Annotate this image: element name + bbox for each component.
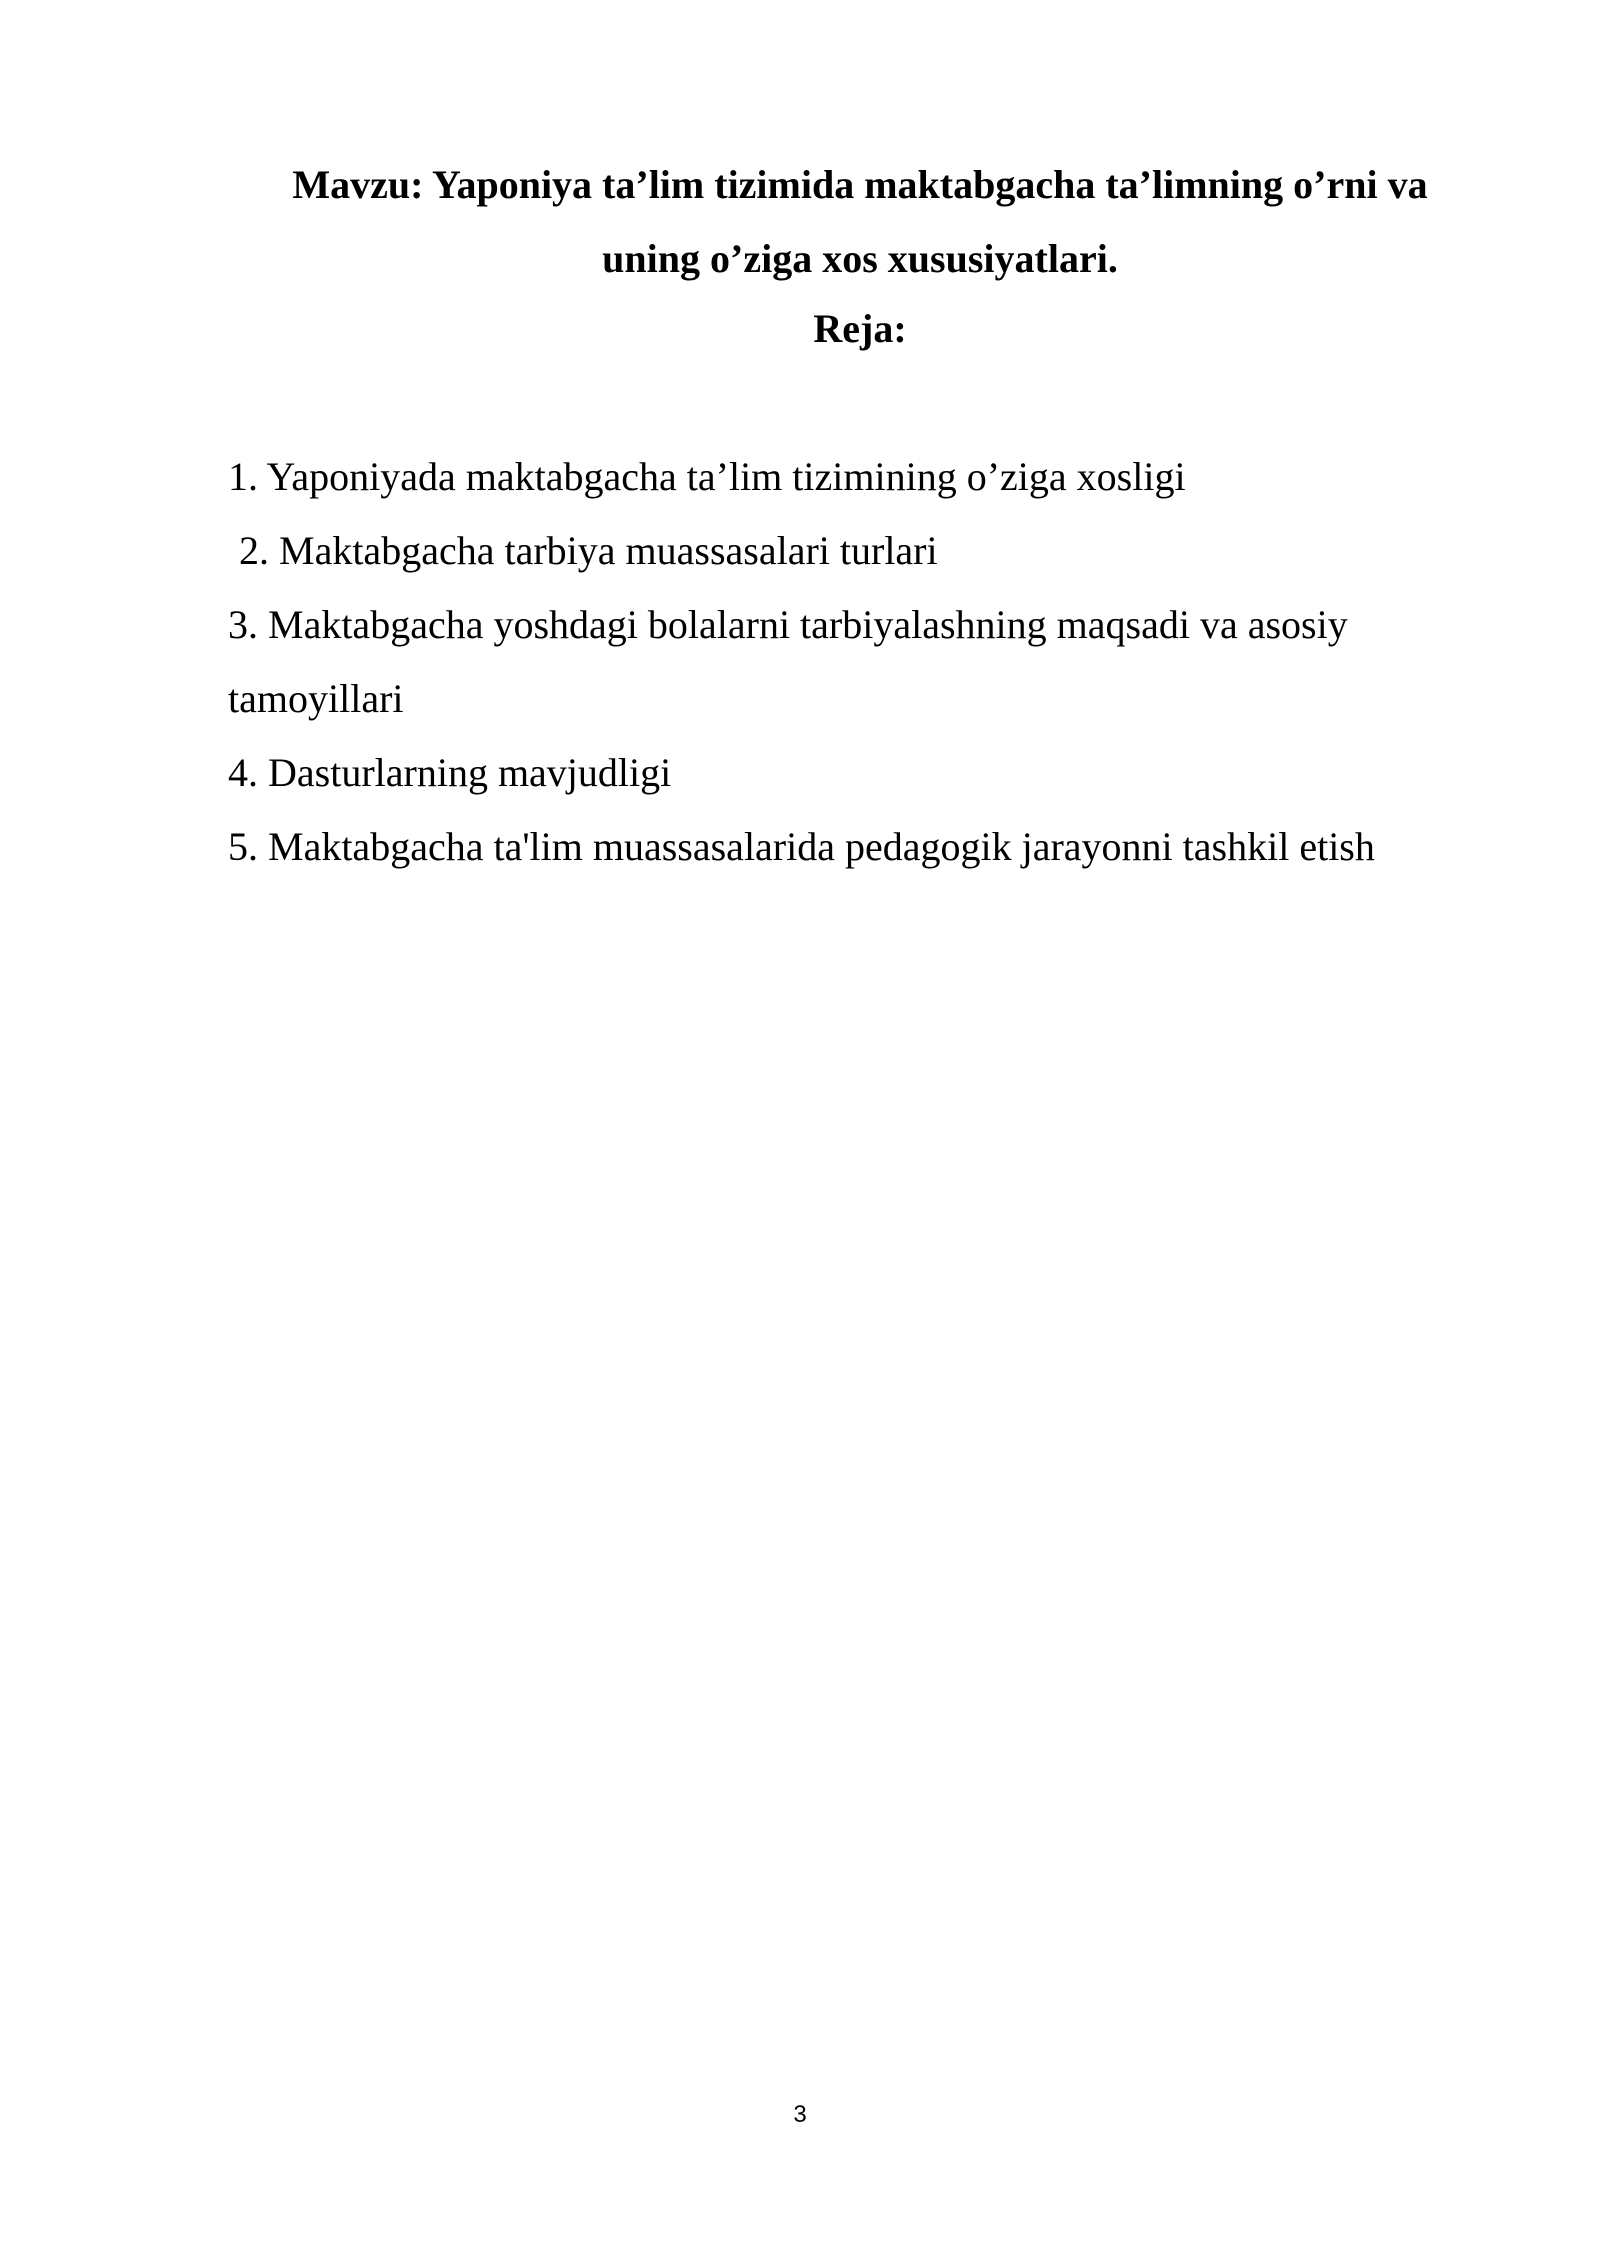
plan-item-2: 2. Maktabgacha tarbiya muassasalari turlari bbox=[239, 528, 938, 573]
plan-item-5: 5. Maktabgacha ta'lim muassasalarida pedagogik jarayonni tashkil etish bbox=[228, 824, 1375, 869]
plan-item-3: 3. Maktabgacha yoshdagi bolalarni tarbiyalashning maqsadi va asosiy bbox=[228, 602, 1348, 647]
plan-heading: Reja: bbox=[813, 306, 907, 351]
plan-item-4: 4. Dasturlarning mavjudligi bbox=[228, 750, 672, 795]
plan-list bbox=[228, 440, 1528, 884]
plan-item-1: 1. Yaponiyada maktabgacha ta’lim tizimining o’ziga xosligi bbox=[228, 454, 1186, 499]
document-title bbox=[200, 148, 1520, 296]
plan-item-3-continuation: tamoyillari bbox=[228, 676, 404, 721]
page-number: 3 bbox=[793, 2101, 807, 2128]
title-line-2: uning o’ziga xos xususiyatlari. bbox=[602, 236, 1118, 281]
title-line-1: Mavzu: Yaponiya ta’lim tizimida maktabgacha ta’limning o’rni va bbox=[292, 162, 1428, 207]
